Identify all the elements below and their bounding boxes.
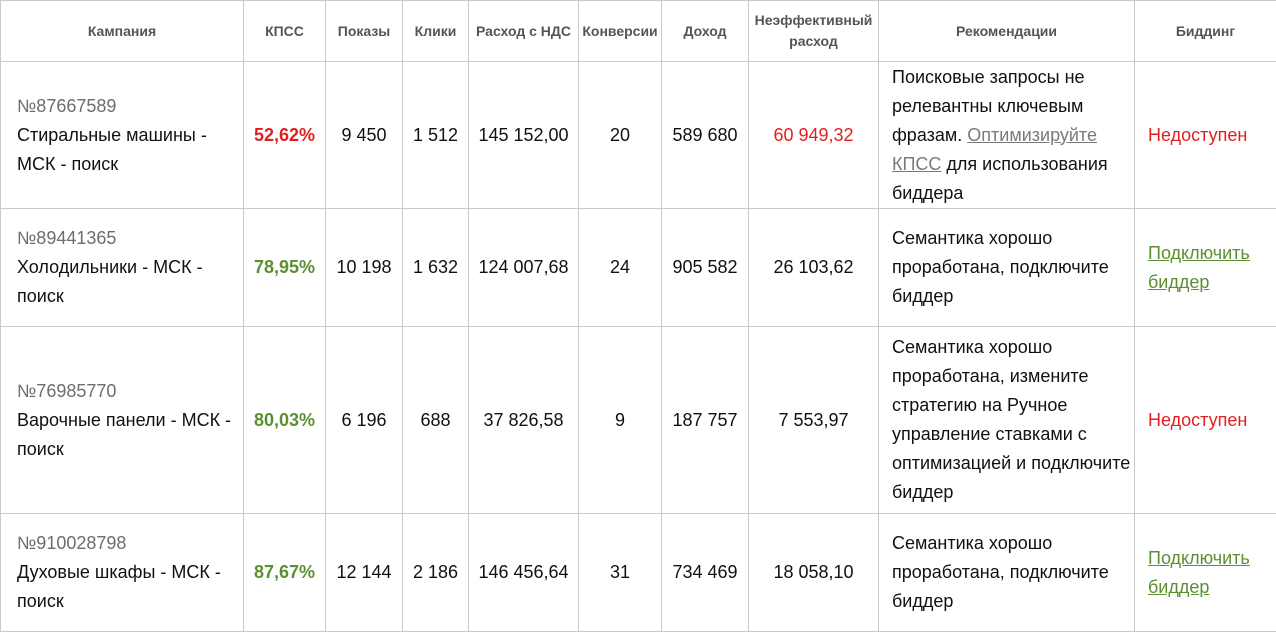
recommendation-text-end: для использования биддера (892, 153, 1108, 203)
clicks-cell: 1 632 (403, 209, 469, 327)
income-cell: 734 469 (662, 514, 749, 632)
header-row (1, 1, 1276, 62)
income-cell: 905 582 (662, 209, 749, 327)
header-spend: Расход с НДС (469, 1, 579, 62)
header-income: Доход (662, 1, 749, 62)
impressions-cell: 12 144 (326, 514, 403, 632)
spend-cell: 146 456,64 (469, 514, 579, 632)
conversions-cell: 24 (579, 209, 662, 327)
header-ineffective-spend (749, 1, 879, 62)
ineffective-spend-cell (749, 62, 879, 209)
income-cell: 187 757 (662, 327, 749, 514)
spend-cell: 37 826,58 (469, 327, 579, 514)
campaign-id: №910028798 (17, 533, 127, 553)
campaign-cell (1, 327, 244, 514)
campaign-name: Духовые шкафы - МСК - поиск (17, 562, 221, 611)
header-conversions: Конверсии (579, 1, 662, 62)
bidding-cell (1135, 327, 1276, 514)
header-campaign: Кампания (1, 1, 244, 62)
kpss-value: 52,62% (253, 124, 316, 145)
kpss-cell (244, 209, 326, 327)
header-ineffective-spend-line2: расход (789, 33, 838, 49)
campaign-cell (1, 62, 244, 209)
recommendation-cell: Семантика хорошо проработана, измените стратегию на Ручное управление ставками с оптимизацией и подключите биддер (879, 327, 1135, 514)
bidding-unavailable-status: Недоступен (1148, 124, 1248, 145)
connect-bidder-link[interactable]: Подключить биддер (1148, 547, 1250, 597)
table-row (1, 62, 1276, 209)
kpss-value: 80,03% (253, 409, 316, 430)
header-kpss: КПСС (244, 1, 326, 62)
recommendation-cell: Семантика хорошо проработана, подключите биддер (879, 514, 1135, 632)
clicks-cell: 688 (403, 327, 469, 514)
header-ineffective-spend-line1: Неэффективный (754, 12, 873, 28)
spend-cell: 145 152,00 (469, 62, 579, 209)
ineffective-spend-cell: 7 553,97 (749, 327, 879, 514)
income-cell: 589 680 (662, 62, 749, 209)
kpss-cell (244, 327, 326, 514)
ineffective-spend-value: 60 949,32 (773, 124, 854, 145)
ineffective-spend-cell: 18 058,10 (749, 514, 879, 632)
ineffective-spend-cell: 26 103,62 (749, 209, 879, 327)
bidding-cell (1135, 514, 1276, 632)
campaign-id: №89441365 (17, 228, 117, 248)
campaign-cell (1, 514, 244, 632)
spend-cell: 124 007,68 (469, 209, 579, 327)
table-row (1, 514, 1276, 632)
table-row (1, 209, 1276, 327)
recommendation-cell (879, 62, 1135, 209)
kpss-cell (244, 514, 326, 632)
kpss-cell (244, 62, 326, 209)
clicks-cell: 2 186 (403, 514, 469, 632)
impressions-cell: 10 198 (326, 209, 403, 327)
recommendation-cell: Семантика хорошо проработана, подключите биддер (879, 209, 1135, 327)
bidding-cell (1135, 209, 1276, 327)
conversions-cell: 31 (579, 514, 662, 632)
optimize-kpss-link[interactable]: Оптимизируйте КПСС (892, 124, 1097, 174)
kpss-value: 87,67% (253, 562, 316, 582)
header-clicks: Клики (403, 1, 469, 62)
conversions-cell: 20 (579, 62, 662, 209)
bidding-cell (1135, 62, 1276, 209)
campaign-name: Стиральные машины - МСК - поиск (17, 124, 207, 174)
campaign-cell (1, 209, 244, 327)
connect-bidder-link[interactable]: Подключить биддер (1148, 242, 1250, 292)
conversions-cell: 9 (579, 327, 662, 514)
campaign-name: Холодильники - МСК - поиск (17, 257, 203, 306)
header-bidding: Биддинг (1135, 1, 1276, 62)
campaign-name: Варочные панели - МСК - поиск (17, 409, 232, 459)
impressions-cell: 9 450 (326, 62, 403, 209)
bidding-unavailable-status: Недоступен (1148, 409, 1248, 430)
campaign-id: №87667589 (17, 95, 117, 116)
table-row (1, 327, 1276, 514)
header-recommendations: Рекомендации (879, 1, 1135, 62)
kpss-value: 78,95% (253, 257, 316, 277)
campaign-id: №76985770 (17, 380, 117, 401)
impressions-cell: 6 196 (326, 327, 403, 514)
recommendation-text: Поисковые запросы не релевантны ключевым фразам. (892, 66, 1085, 145)
clicks-cell: 1 512 (403, 62, 469, 209)
header-impressions: Показы (326, 1, 403, 62)
